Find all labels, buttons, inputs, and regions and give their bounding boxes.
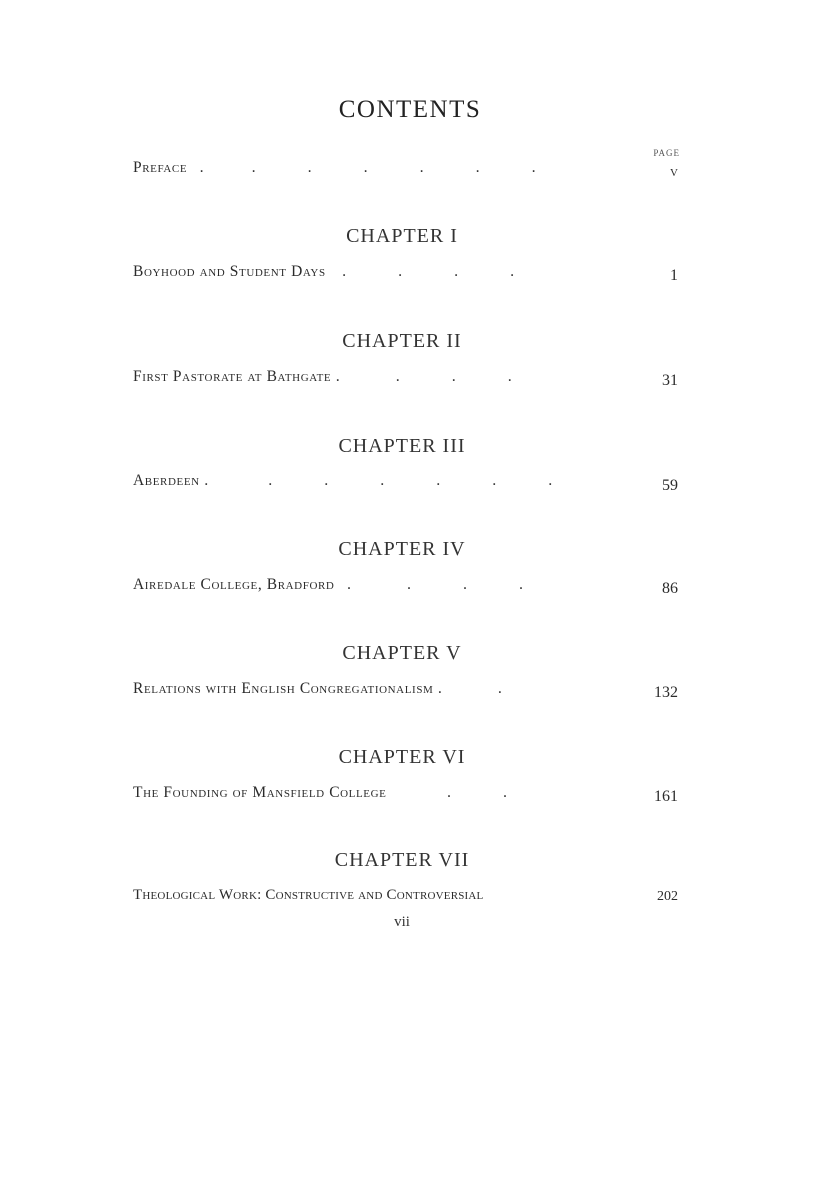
toc-entry-chapter-7[interactable] [133,887,483,904]
toc-entry-chapter-5[interactable] [133,680,502,698]
dot-leaders: . . . . [330,263,515,280]
toc-entry-chapter-6[interactable] [133,784,507,802]
dot-leaders: . . . . . . . [191,159,536,176]
toc-entry-title: Aberdeen [133,472,200,489]
toc-page-number: 59 [662,477,678,494]
toc-page-number: 161 [654,788,678,805]
toc-entry-chapter-3[interactable] [133,472,552,490]
dot-leaders: . . . . [338,576,523,593]
chapter-heading: CHAPTER I [346,225,458,247]
dot-leaders: . . . . . . . [204,472,553,489]
toc-page-number: 1 [670,267,678,284]
toc-entry-title: Theological Work: Constructive and Controversial [133,887,484,903]
toc-entry-title: Preface [133,159,188,176]
chapter-heading: CHAPTER III [338,435,466,457]
chapter-heading: CHAPTER V [342,642,462,664]
toc-entry-chapter-4[interactable] [133,576,523,594]
toc-page-number: v [670,163,678,180]
chapter-heading: CHAPTER VI [338,746,466,768]
page-folio: vii [394,914,410,930]
toc-page-number: 202 [657,889,678,904]
page-column-label: PAGE [653,148,680,158]
contents-title: CONTENTS [338,96,482,123]
toc-page-number: 31 [662,372,678,389]
toc-entry-title: Relations with English Congregationalism [133,680,434,697]
toc-entry-chapter-2[interactable] [133,368,512,386]
toc-entry-title: First Pastorate at Bathgate [133,368,332,385]
toc-entry-chapter-1[interactable] [133,263,514,281]
dot-leaders: . . [437,680,502,697]
toc-entry-title: Airedale College, Bradford [133,576,335,593]
dot-leaders: . . [390,784,507,801]
chapter-heading: CHAPTER IV [338,538,466,560]
dot-leaders: . . . . [335,368,512,385]
chapter-heading: CHAPTER VII [334,849,470,871]
toc-entry-title: The Founding of Mansfield College [133,784,387,801]
toc-entry-title: Boyhood and Student Days [133,263,326,280]
toc-entry-preface[interactable] [133,159,536,177]
toc-page-number: 86 [662,580,678,597]
toc-page-number: 132 [654,684,678,701]
chapter-heading: CHAPTER II [342,330,462,352]
